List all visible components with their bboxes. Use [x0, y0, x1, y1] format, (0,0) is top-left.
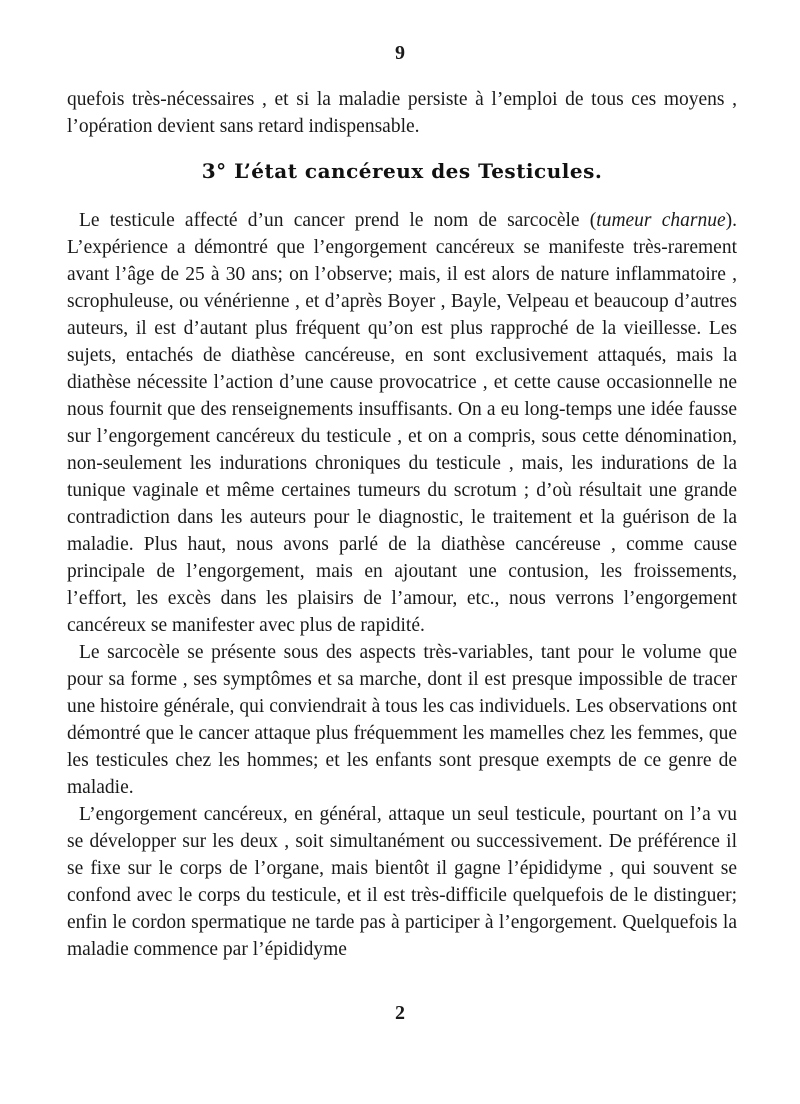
- paragraph-1-italic: tumeur charnue: [596, 210, 726, 231]
- paragraph-3: L’engorgement cancéreux, en général, attaque un seul testicule, pourtant on l’a vu se développer sur les deux , soit simultanément ou successivement. De préférence il se fixe sur le corps de l’organe, mais bientôt il gagne l’épididyme , qui souvent se confond avec le corps du testicule, et il est très-difficile quelquefois de le distinguer; enfin le cordon spermatique ne tarde pas à participer à l’engorgement. Quelquefois la maladie commence par l’épididyme: [67, 804, 737, 960]
- page-number: 9: [395, 42, 405, 64]
- paragraph-1: [67, 207, 737, 639]
- paragraph-1-start: Le testicule affecté d’un cancer prend le nom de sarcocèle (: [79, 210, 597, 231]
- section-heading: 3° L’état cancéreux des Testicules.: [201, 159, 603, 183]
- text-body: [67, 86, 737, 963]
- paragraph-1-end: ). L’expérience a démontré que l’engorgement cancéreux se manifeste très-rarement avant l’âge de 25 à 30 ans; on l’observe; mais, il est alors de nature inflammatoire , scrophuleuse, ou vénérienne , et d’après Boyer , Bayle, Velpeau et beaucoup d’autres auteurs, il est d’autant plus fréquent qu’on est plus rapproché de la vieillesse. Les sujets, entachés de diathèse cancéreuse, en sont exclusivement attaqués, mais la diathèse nécessite l’action d’une cause provocatrice , et cette cause occasionnelle ne nous fournit que des renseignements insuffisants. On a eu long-temps une idée fausse sur l’engorgement cancéreux du testicule , et on a compris, sous cette dénomination, non-seulement les indurations chroniques du testicule , mais, les indurations de la tunique vaginale et même certaines tumeurs du scrotum ; d’où résultait une grande contradiction dans les auteurs pour le diagnostic, le traitement et la guérison de la maladie. Plus haut, nous avons parlé de la diathèse cancéreuse , comme cause principale de l’engorgement, mais en ajoutant une contusion, les froissements, l’effort, les excès dans les plaisirs de l’amour, etc., nous verrons l’engorgement cancéreux se manifester avec plus de rapidité.: [67, 210, 737, 636]
- signature-mark: 2: [395, 1002, 405, 1024]
- paragraph-2: Le sarcocèle se présente sous des aspects très-variables, tant pour le volume que pour sa forme , ses symptômes et sa marche, dont il est presque impossible de tracer une histoire générale, qui conviendrait à tous les cas individuels. Les observations ont démontré que le cancer attaque plus fréquemment les mamelles chez les femmes, que les testicules chez les hommes; et les enfants sont presque exempts de ce genre de maladie.: [67, 642, 737, 798]
- intro-paragraph: quefois très-nécessaires , et si la maladie persiste à l’emploi de tous ces moyens , l’opération devient sans retard indispensable.: [67, 89, 737, 137]
